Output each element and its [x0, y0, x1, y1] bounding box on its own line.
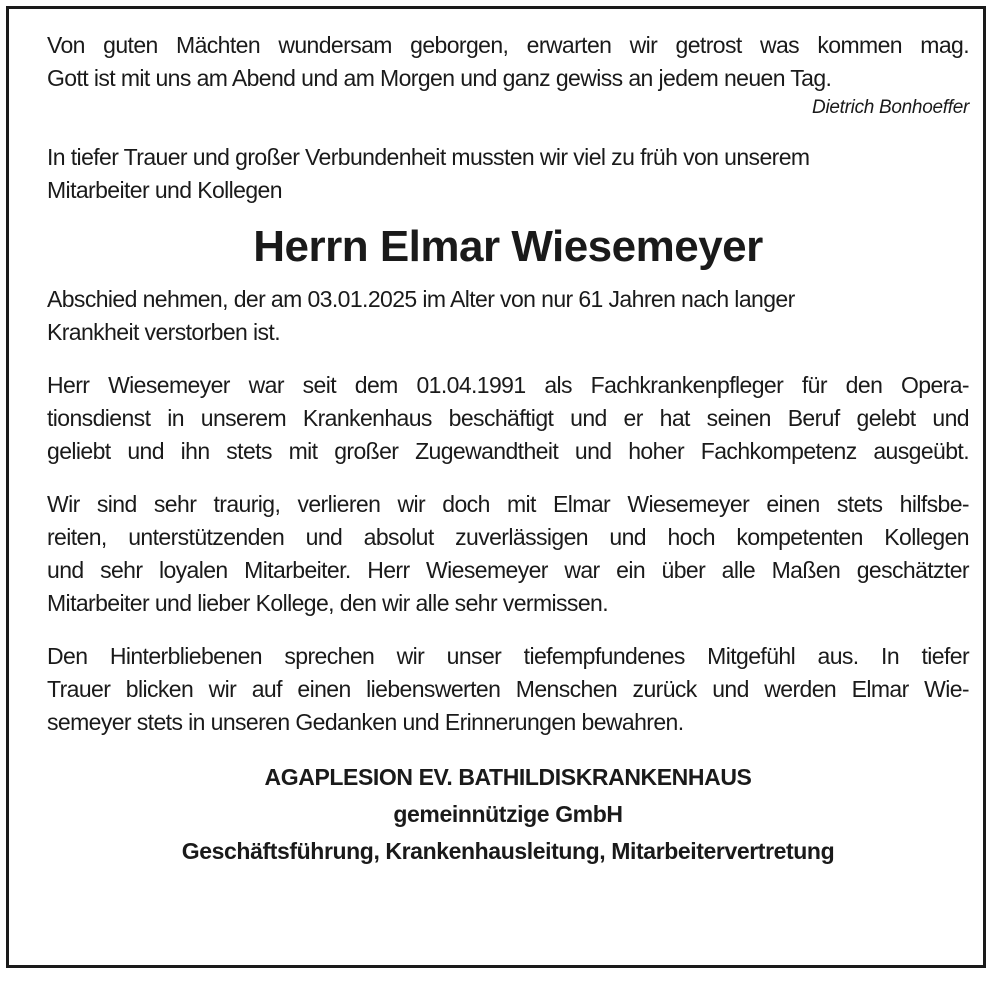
condolence-line: semeyer stets in unseren Gedanken und Erinnerungen bewahren. [47, 709, 684, 735]
farewell-line: Abschied nehmen, der am 03.01.2025 im Alter von nur 61 Jahren nach langer [47, 286, 795, 312]
career-line: tionsdienst in unserem Krankenhaus beschäftigt und er hat seinen Beruf gelebt und [47, 405, 969, 431]
quote-author: Dietrich Bonhoeffer [812, 97, 969, 118]
quote-line: Von guten Mächten wundersam geborgen, erwarten wir getrost was kommen mag. [47, 32, 969, 58]
deceased-name: Herrn Elmar Wiesemeyer [253, 222, 763, 271]
organization-departments: Geschäftsführung, Krankenhausleitung, Mitarbeitervertretung [181, 838, 835, 864]
tribute-line: Mitarbeiter und lieber Kollege, den wir alle sehr vermissen. [47, 590, 609, 616]
quote-block [47, 29, 969, 121]
career-line: Herr Wiesemeyer war seit dem 01.04.1991 als Fachkrankenpfleger für den Opera- [47, 372, 969, 398]
farewell-paragraph [47, 283, 969, 349]
obituary-frame [6, 6, 986, 968]
tribute-paragraph [47, 488, 969, 620]
tribute-line: reiten, unterstützenden und absolut zuverlässigen und hoch kompetenten Kollegen [47, 524, 969, 550]
condolence-line: Den Hinterbliebenen sprechen wir unser tiefempfundenes Mitgefühl aus. In tiefer [47, 643, 969, 669]
condolence-line: Trauer blicken wir auf einen liebenswerten Menschen zurück und werden Elmar Wie- [47, 676, 969, 702]
intro-paragraph [47, 141, 969, 207]
tribute-line: Wir sind sehr traurig, verlieren wir doch mit Elmar Wiesemeyer einen stets hilfsbe- [47, 491, 969, 517]
career-paragraph [47, 369, 969, 468]
obituary-content [47, 29, 969, 870]
intro-line: Mitarbeiter und Kollegen [47, 177, 282, 203]
tribute-line: und sehr loyalen Mitarbeiter. Herr Wiesemeyer war ein über alle Maßen geschätzter [47, 557, 969, 583]
intro-line: In tiefer Trauer und großer Verbundenheit mussten wir viel zu früh von unserem [47, 144, 810, 170]
organization-legal-form: gemeinnützige GmbH [393, 801, 623, 827]
farewell-line: Krankheit verstorben ist. [47, 319, 281, 345]
career-line: geliebt und ihn stets mit großer Zugewandtheit und hoher Fachkompetenz ausgeübt. [47, 438, 969, 464]
condolence-paragraph [47, 640, 969, 739]
organization-name: AGAPLESION EV. BATHILDISKRANKENHAUS [264, 764, 752, 790]
signature-block [47, 759, 969, 870]
quote-line: Gott ist mit uns am Abend und am Morgen und ganz gewiss an jedem neuen Tag. [47, 65, 832, 91]
